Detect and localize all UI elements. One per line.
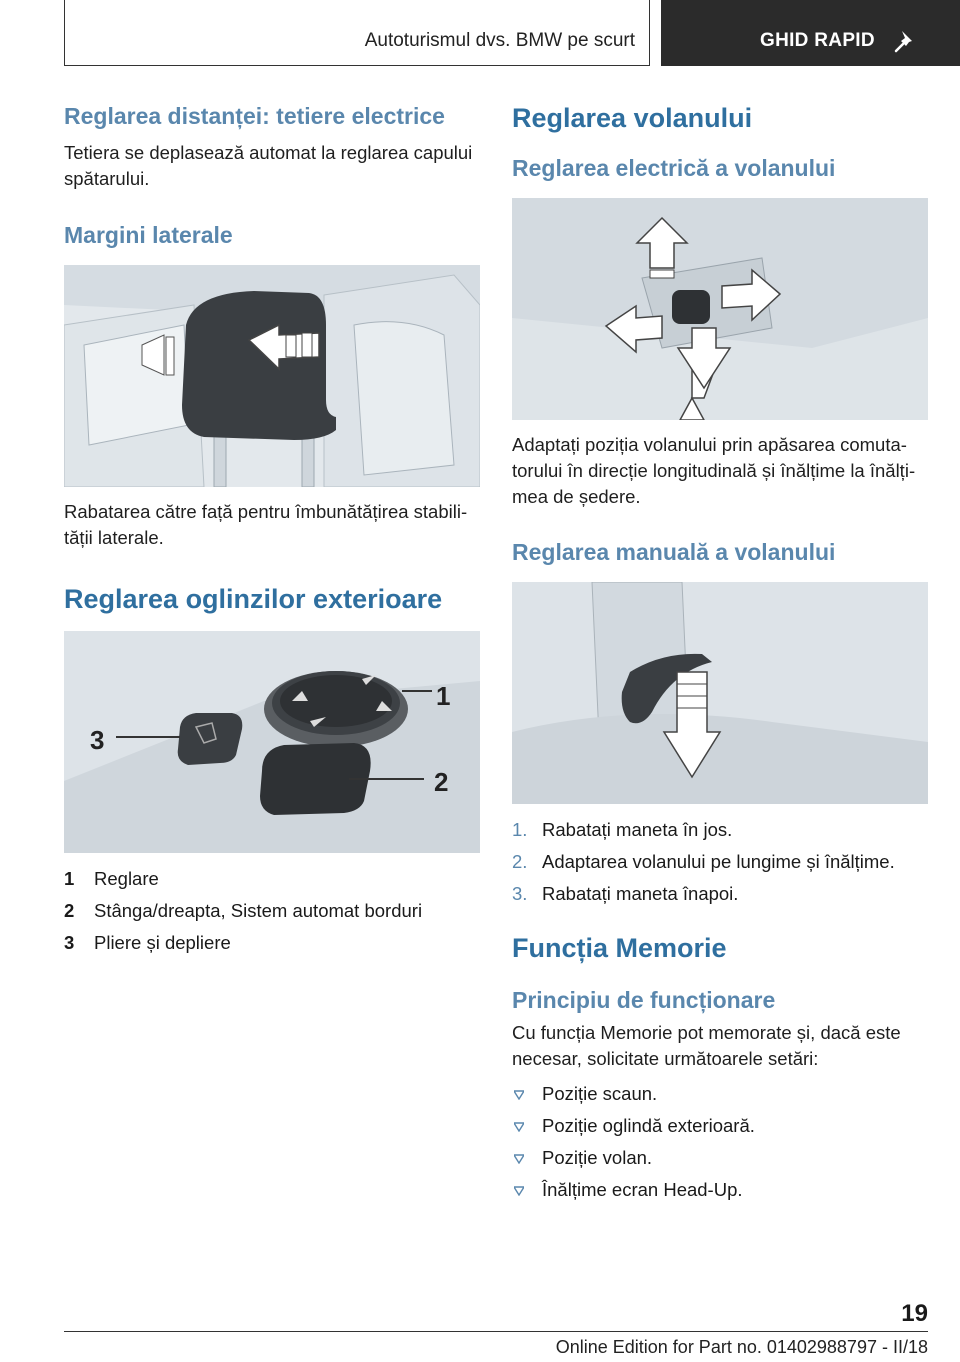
list-item: [512, 1110, 928, 1142]
headrest-text: Tetiera se deplasează automat la reglarea capului spătarului.: [64, 142, 473, 189]
step-text: Rabatați maneta înapoi.: [542, 883, 739, 904]
triangle-bullet-icon: [514, 1154, 524, 1164]
list-number: 2: [64, 900, 75, 921]
section-title-mirrors: Reglarea oglinzilor exterioare: [64, 584, 443, 614]
manual-steering-steps: [512, 814, 928, 910]
footer-edition: Online Edition for Part no. 01402988797 - II/18: [555, 1337, 928, 1357]
list-text: Reglare: [94, 868, 159, 889]
list-item: [512, 1142, 928, 1174]
manual-steering-image: [512, 582, 928, 804]
list-item: [64, 895, 480, 927]
section-title-working-principle: Principiu de funcționare: [512, 987, 776, 1013]
memory-settings-list: [512, 1078, 928, 1206]
step-number: 1.: [512, 819, 528, 840]
list-item: [64, 863, 480, 895]
electric-steering-text: Adaptați poziția volanului prin apăsarea comutatorului în direcție longitudinală și înălțime la înălțimea de ședere.: [512, 434, 916, 507]
section-title-memory: Funcția Memorie: [512, 933, 727, 963]
header-title-box: [64, 0, 650, 66]
page-number: 19: [901, 1300, 928, 1327]
headrest-image: [64, 265, 480, 487]
electric-steering-image: [512, 198, 928, 420]
list-item: [512, 814, 928, 846]
section-title-electric-steering: Reglarea electrică a volanului: [512, 155, 836, 181]
headrest-illustration: [64, 265, 480, 487]
electric-steering-illustration: [512, 198, 928, 420]
mirror-label-3: 3: [90, 725, 105, 755]
list-item: [512, 846, 928, 878]
section-title-steering: Reglarea volanului: [512, 103, 753, 133]
step-number: 3.: [512, 883, 528, 904]
pin-icon: [893, 28, 919, 54]
section-title-headrest: Reglarea distanței: tetiere electrice: [64, 103, 445, 129]
list-text: Pliere și depliere: [94, 932, 231, 953]
step-number: 2.: [512, 851, 528, 872]
side-margins-caption: Rabatarea către față pentru îmbunătățirea stabilității laterale.: [64, 501, 468, 548]
section-title-side-margins: Margini laterale: [64, 222, 233, 248]
quick-guide-label: GHID RAPID: [760, 30, 875, 51]
list-item: [512, 878, 928, 910]
mirror-controls-illustration: [64, 631, 480, 853]
mirror-label-1: 1: [436, 681, 451, 711]
manual-steering-illustration: [512, 582, 928, 804]
header-title: Autoturismul dvs. BMW pe scurt: [364, 30, 635, 51]
mirror-controls-image: [64, 631, 480, 853]
list-item: [512, 1174, 928, 1206]
quick-guide-tab: [661, 0, 960, 66]
bullet-text: Poziție scaun.: [542, 1083, 658, 1104]
mirror-label-2: 2: [434, 767, 449, 797]
triangle-bullet-icon: [514, 1090, 524, 1100]
step-text: Adaptarea volanului pe lungime și înălțime.: [542, 851, 895, 872]
mirror-controls-list: [64, 863, 480, 959]
list-text: Stânga/dreapta, Sistem automat borduri: [94, 900, 423, 921]
bullet-text: Înălțime ecran Head-Up.: [542, 1179, 743, 1200]
triangle-bullet-icon: [514, 1186, 524, 1196]
list-item: [512, 1078, 928, 1110]
bullet-text: Poziție volan.: [542, 1147, 653, 1168]
bullet-text: Poziție oglindă exterioară.: [542, 1115, 755, 1136]
section-title-manual-steering: Reglarea manuală a volanului: [512, 539, 836, 565]
step-text: Rabatați maneta în jos.: [542, 819, 733, 840]
list-item: [64, 927, 480, 959]
list-number: 1: [64, 868, 75, 889]
right-column: [512, 100, 928, 1206]
left-column: [64, 100, 480, 959]
triangle-bullet-icon: [514, 1122, 524, 1132]
memory-text: Cu funcția Memorie pot memorate și, dacă este necesar, solicitate următoarele setări:: [512, 1022, 901, 1069]
footer-divider: [64, 1331, 928, 1332]
list-number: 3: [64, 932, 75, 953]
